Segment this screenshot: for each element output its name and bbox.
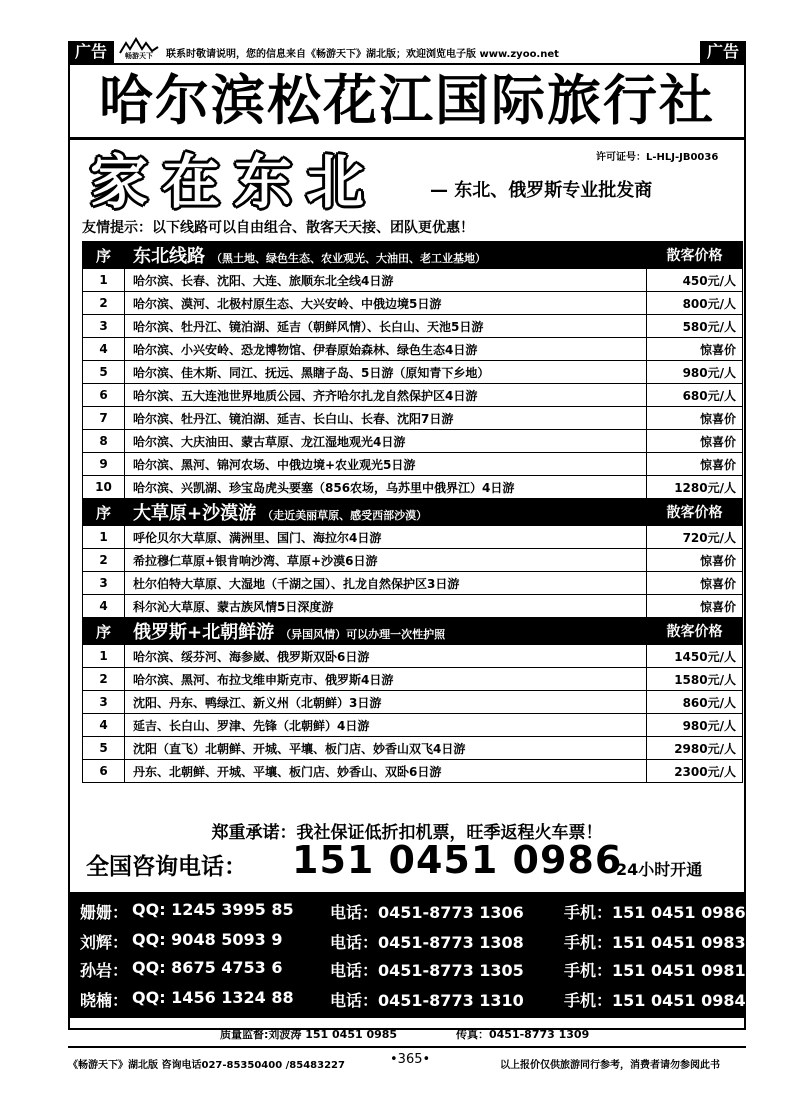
route-number: 4 <box>83 714 125 737</box>
contact-mobile[interactable]: 手机：151 0451 0981 <box>564 961 746 980</box>
table-row <box>83 526 743 549</box>
footer-disclaimer: 以上报价仅供旅游同行参考，消费者请勿参阅此书 <box>500 1060 720 1071</box>
price-header: 散客价格 <box>647 499 743 526</box>
route-number: 1 <box>83 526 125 549</box>
route-price: 惊喜价 <box>647 572 743 595</box>
contact-phone[interactable]: 电话：0451-8773 1306 <box>330 903 524 922</box>
table-row <box>83 668 743 691</box>
contact-row <box>70 958 744 982</box>
hotline-number[interactable]: 151 0451 0986 <box>292 838 623 882</box>
table-row <box>83 691 743 714</box>
route-number: 2 <box>83 549 125 572</box>
route-price: 680元/人 <box>647 384 743 407</box>
contact-name: 晓楠： <box>80 991 129 1010</box>
route-description: 科尔沁大草原、蒙古族风情5日深度游 <box>125 595 647 618</box>
route-description: 哈尔滨、佳木斯、同江、抚远、黑瞎子岛、5日游（原知青下乡地） <box>125 361 647 384</box>
fax-number: 传真：0451-8773 1309 <box>456 1028 590 1041</box>
route-description: 哈尔滨、牡丹江、镜泊湖、延吉（朝鲜风情）、长白山、天池5日游 <box>125 315 647 338</box>
section-title-cell <box>125 499 647 526</box>
route-price: 惊喜价 <box>647 549 743 572</box>
header-note: 联系时敬请说明，您的信息来自《畅游天下》湖北版；欢迎浏览电子版 www.zyoo.net <box>166 49 559 60</box>
route-number: 3 <box>83 691 125 714</box>
seq-header: 序 <box>83 242 125 269</box>
license-number: 许可证号：L-HLJ-JB0036 <box>596 152 719 163</box>
section-header <box>83 242 743 269</box>
route-price: 1450元/人 <box>647 645 743 668</box>
contact-row <box>70 900 744 924</box>
table-row <box>83 549 743 572</box>
slogan: 家在东北 <box>90 148 379 216</box>
section-title-cell <box>125 242 647 269</box>
route-number: 6 <box>83 384 125 407</box>
promise: 郑重承诺：我社保证低折扣机票，旺季返程火车票！ <box>211 823 603 843</box>
route-number: 10 <box>83 476 125 499</box>
route-description: 哈尔滨、五大连池世界地质公园、齐齐哈尔扎龙自然保护区4日游 <box>125 384 647 407</box>
contact-name: 姗姗： <box>80 903 129 922</box>
route-description: 哈尔滨、长春、沈阳、大连、旅顺东北全线4日游 <box>125 269 647 292</box>
route-price: 980元/人 <box>647 714 743 737</box>
route-description: 哈尔滨、黑河、锦河农场、中俄边境+农业观光5日游 <box>125 453 647 476</box>
table-row <box>83 384 743 407</box>
ad-label-left: 广告 <box>68 41 114 63</box>
contact-row <box>70 988 744 1012</box>
table-row <box>83 315 743 338</box>
contact-mobile[interactable]: 手机：151 0451 0986 <box>564 903 746 922</box>
route-description: 呼伦贝尔大草原、满洲里、国门、海拉尔4日游 <box>125 526 647 549</box>
section-subtitle: （异国风情）可以办理一次性护照 <box>280 628 446 641</box>
route-number: 2 <box>83 668 125 691</box>
section-subtitle: （黑土地、绿色生态、农业观光、大油田、老工业基地） <box>211 252 486 265</box>
route-description: 哈尔滨、兴凯湖、珍宝岛虎头要塞（856农场，乌苏里中俄界江）4日游 <box>125 476 647 499</box>
route-number: 1 <box>83 269 125 292</box>
contact-mobile[interactable]: 手机：151 0451 0984 <box>564 991 746 1010</box>
table-row <box>83 361 743 384</box>
route-description: 沈阳、丹东、鸭绿江、新义州（北朝鲜）3日游 <box>125 691 647 714</box>
route-number: 4 <box>83 595 125 618</box>
route-price: 惊喜价 <box>647 430 743 453</box>
route-number: 7 <box>83 407 125 430</box>
contact-row <box>70 930 744 954</box>
hotline-note: 24小时开通 <box>616 860 703 879</box>
agency-name: 哈尔滨松花江国际旅行社 <box>99 69 715 132</box>
route-description: 哈尔滨、漠河、北极村原生态、大兴安岭、中俄边境5日游 <box>125 292 647 315</box>
route-table <box>82 241 743 783</box>
route-number: 3 <box>83 315 125 338</box>
hotline-label: 全国咨询电话： <box>86 854 247 880</box>
table-row <box>83 430 743 453</box>
contact-name: 孙岩： <box>80 961 129 980</box>
table-row <box>83 292 743 315</box>
magazine-logo <box>118 37 160 59</box>
table-row <box>83 572 743 595</box>
contact-qq[interactable]: QQ: 1245 3995 85 <box>132 900 294 919</box>
table-row <box>83 453 743 476</box>
route-price: 860元/人 <box>647 691 743 714</box>
section-title-cell <box>125 618 647 645</box>
divider <box>70 137 744 140</box>
route-number: 8 <box>83 430 125 453</box>
route-description: 希拉穆仁草原+银肯响沙湾、草原+沙漠6日游 <box>125 549 647 572</box>
route-number: 3 <box>83 572 125 595</box>
section-header <box>83 499 743 526</box>
section-title: 东北线路 <box>133 246 205 267</box>
route-number: 5 <box>83 737 125 760</box>
quality-supervision: 质量监督:刘波涛 151 0451 0985 <box>220 1028 398 1041</box>
section-header <box>83 618 743 645</box>
table-row <box>83 645 743 668</box>
route-description: 哈尔滨、黑河、布拉戈维申斯克市、俄罗斯4日游 <box>125 668 647 691</box>
route-number: 1 <box>83 645 125 668</box>
contact-qq[interactable]: QQ: 8675 4753 6 <box>132 958 283 977</box>
route-description: 丹东、北朝鲜、开城、平壤、板门店、妙香山、双卧6日游 <box>125 760 647 783</box>
table-row <box>83 338 743 361</box>
table-row <box>83 760 743 783</box>
table-row <box>83 595 743 618</box>
route-price: 980元/人 <box>647 361 743 384</box>
route-price: 800元/人 <box>647 292 743 315</box>
contact-qq[interactable]: QQ: 9048 5093 9 <box>132 930 283 949</box>
route-price: 惊喜价 <box>647 595 743 618</box>
price-header: 散客价格 <box>647 242 743 269</box>
table-row <box>83 407 743 430</box>
friendly-tip: 友情提示：以下线路可以自由组合、散客天天接、团队更优惠！ <box>82 220 474 236</box>
route-price: 惊喜价 <box>647 338 743 361</box>
section-title: 俄罗斯+北朝鲜游 <box>133 622 275 643</box>
seq-header: 序 <box>83 618 125 645</box>
svg-text:畅游天下: 畅游天下 <box>125 52 153 59</box>
table-row <box>83 714 743 737</box>
table-row <box>83 737 743 760</box>
route-number: 5 <box>83 361 125 384</box>
table-row <box>83 269 743 292</box>
route-price: 2980元/人 <box>647 737 743 760</box>
contact-qq[interactable]: QQ: 1456 1324 88 <box>132 988 294 1007</box>
contact-phone[interactable]: 电话：0451-8773 1305 <box>330 961 524 980</box>
contact-mobile[interactable]: 手机：151 0451 0983 <box>564 933 746 952</box>
page-number: •365• <box>390 1052 431 1067</box>
route-number: 4 <box>83 338 125 361</box>
route-description: 哈尔滨、大庆油田、蒙古草原、龙江湿地观光4日游 <box>125 430 647 453</box>
route-description: 哈尔滨、牡丹江、镜泊湖、延吉、长白山、长春、沈阳7日游 <box>125 407 647 430</box>
contacts-panel <box>70 892 744 1018</box>
section-title: 大草原+沙漠游 <box>133 503 257 524</box>
seq-header: 序 <box>83 499 125 526</box>
route-number: 9 <box>83 453 125 476</box>
route-description: 杜尔伯特大草原、大湿地（千湖之国）、扎龙自然保护区3日游 <box>125 572 647 595</box>
footer-publisher: 《畅游天下》湖北版 咨询电话027-85350400 /85483227 <box>68 1060 345 1071</box>
route-number: 2 <box>83 292 125 315</box>
divider <box>68 1046 746 1048</box>
route-number: 6 <box>83 760 125 783</box>
contact-phone[interactable]: 电话：0451-8773 1310 <box>330 991 524 1010</box>
contact-name: 刘辉： <box>80 933 129 952</box>
section-subtitle: （走近美丽草原、感受西部沙漠） <box>262 509 428 522</box>
route-price: 580元/人 <box>647 315 743 338</box>
price-header: 散客价格 <box>647 618 743 645</box>
table-row <box>83 476 743 499</box>
route-price: 1280元/人 <box>647 476 743 499</box>
ad-label-right: 广告 <box>700 41 746 63</box>
route-price: 450元/人 <box>647 269 743 292</box>
route-price: 2300元/人 <box>647 760 743 783</box>
route-price: 惊喜价 <box>647 453 743 476</box>
tagline: — 东北、俄罗斯专业批发商 <box>430 180 653 201</box>
route-price: 1580元/人 <box>647 668 743 691</box>
route-price: 惊喜价 <box>647 407 743 430</box>
route-description: 哈尔滨、小兴安岭、恐龙博物馆、伊春原始森林、绿色生态4日游 <box>125 338 647 361</box>
route-description: 哈尔滨、绥芬河、海参崴、俄罗斯双卧6日游 <box>125 645 647 668</box>
route-description: 沈阳（直飞）北朝鲜、开城、平壤、板门店、妙香山双飞4日游 <box>125 737 647 760</box>
route-price: 720元/人 <box>647 526 743 549</box>
route-description: 延吉、长白山、罗津、先锋（北朝鲜）4日游 <box>125 714 647 737</box>
contact-phone[interactable]: 电话：0451-8773 1308 <box>330 933 524 952</box>
